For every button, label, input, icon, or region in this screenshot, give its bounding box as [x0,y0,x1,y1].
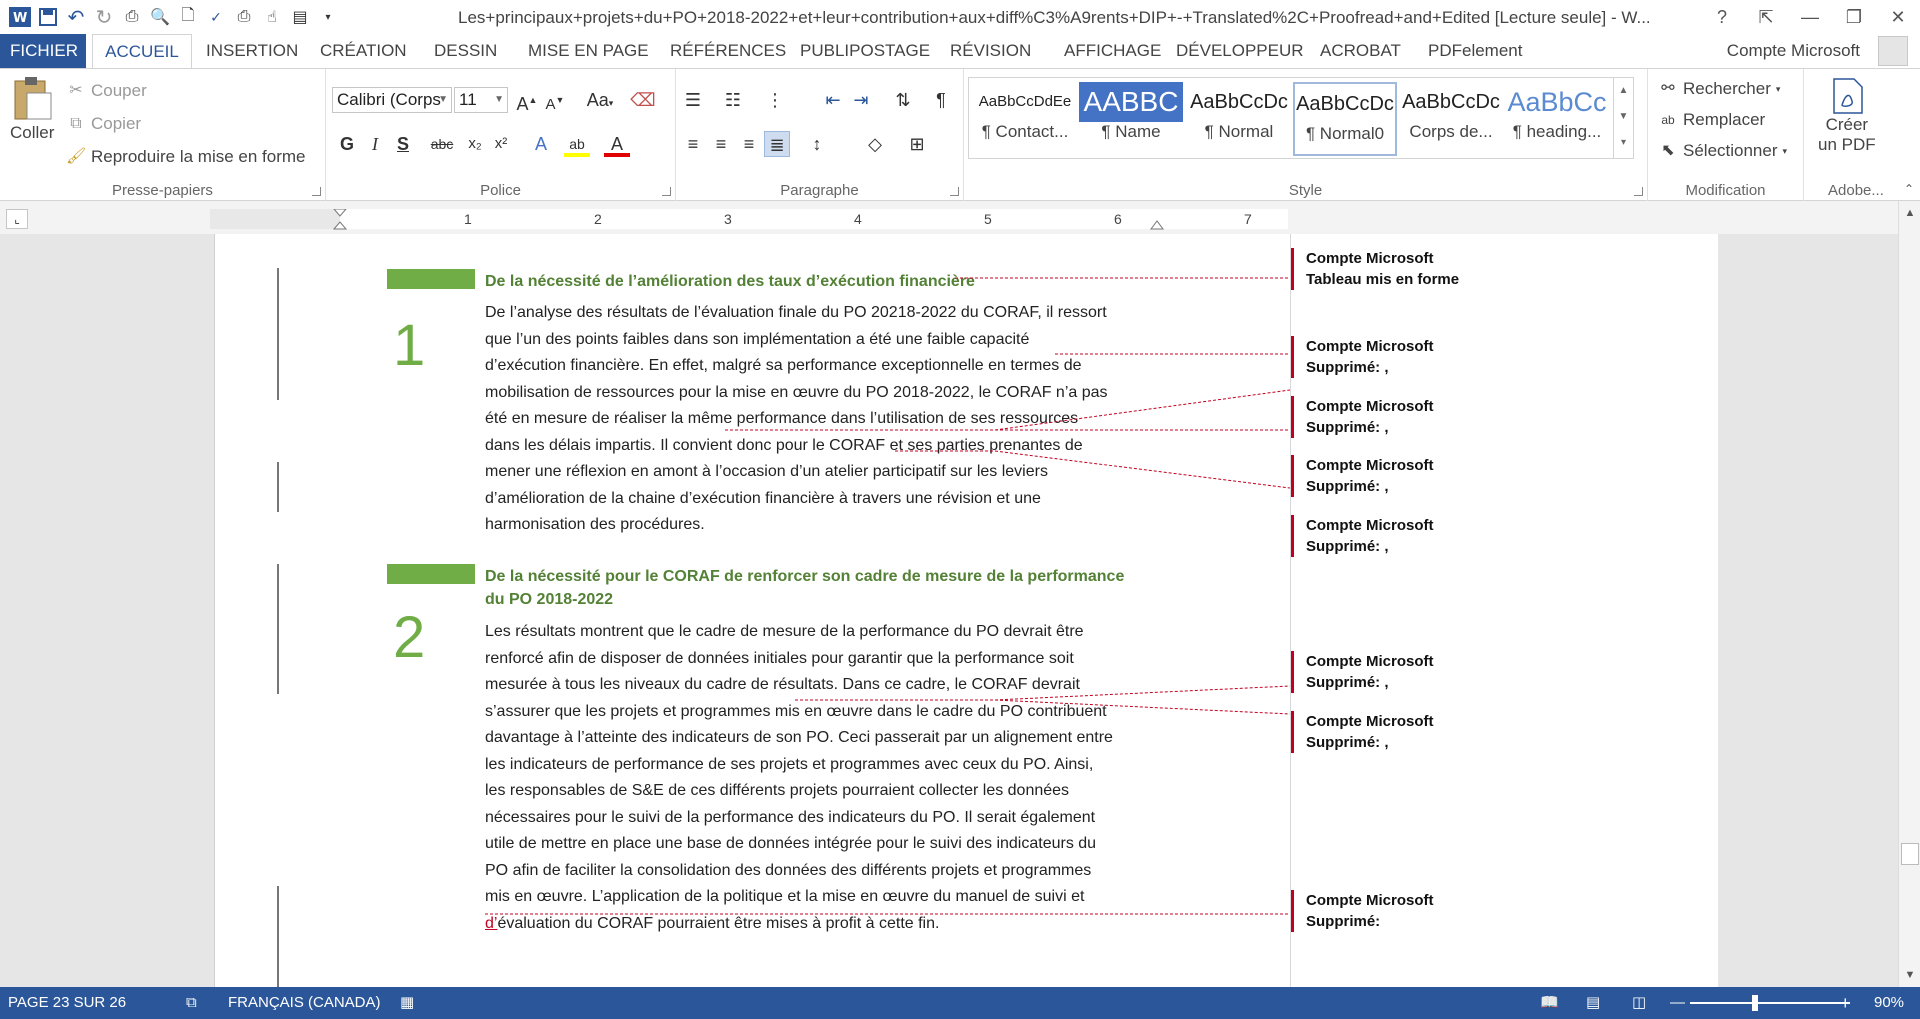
style-normal0[interactable] [1293,82,1397,156]
paste-label: Coller [10,123,55,142]
document-page[interactable] [214,234,1717,987]
vertical-scrollbar[interactable] [1898,201,1920,987]
text-line: Les résultats montrent que le cadre de mesure de la performance du PO devrait être [485,623,1084,640]
style-corps-de-texte[interactable] [1399,82,1503,156]
text-line: été en mesure de réaliser la même performance dans l’utilisation de ses ressources [485,410,1079,427]
tab-affichage[interactable]: AFFICHAGE [1064,41,1162,60]
increase-indent-icon[interactable]: ⇥ [853,90,869,110]
style-name: ¶ Name [1101,122,1161,141]
text-line: mobilisation de ressources pour la mise en œuvre du PO 2018-2022, le CORAF n’a pas [485,383,1108,401]
print-icon[interactable]: ⎙ [125,8,139,25]
revision-text: Supprimé: [1306,913,1381,930]
replace-button[interactable] [1658,110,1765,130]
read-mode-view-icon[interactable]: 📖 [1540,994,1559,1011]
tab-revision[interactable]: RÉVISION [950,41,1032,60]
font-name-value: Calibri (Corps [337,90,441,109]
style-preview: AaBbCcDc [1296,93,1394,115]
revision-author: Compte Microsoft [1306,398,1434,415]
italic-button[interactable]: I [372,134,378,154]
copy-label: Copier [91,114,142,133]
text-line: renforcé afin de disposer de données initiales pour garantir que la performance soit [485,649,1074,667]
section-heading-line: De la nécessité pour le CORAF de renforcer son cadre de mesure de la performance [485,568,1125,585]
tab-mise-en-page[interactable]: MISE EN PAGE [528,41,649,60]
numbering-icon[interactable]: ☷ [724,90,742,110]
copy-icon: ⧉ [70,115,82,132]
revision-author: Compte Microsoft [1306,713,1434,730]
print-preview-icon[interactable]: 🔍 [150,9,170,26]
show-formatting-marks-icon[interactable]: ¶ [936,90,946,110]
text-line: que l’un des points faibles dans son implémentation a été une faible capacité [485,330,1030,348]
ruler-number: 7 [1244,211,1252,227]
ruler-number: 2 [594,211,602,227]
text-line: dans les délais impartis. Il convient donc pour le CORAF et ses parties prenantes de [485,436,1083,454]
ribbon-tabs [0,34,1920,68]
avatar[interactable] [1878,36,1908,66]
styles-scroll [1613,78,1633,158]
scroll-down-icon[interactable]: ▼ [1904,969,1916,981]
tab-dessin[interactable]: DESSIN [434,41,498,60]
font-group-label: Police [480,182,521,199]
clipboard-group-label: Presse-papiers [112,182,213,199]
paintbrush-icon: 🖌 [66,148,87,165]
grow-font-icon[interactable]: A▲ [516,94,538,114]
decrease-indent-icon[interactable]: ⇤ [825,90,841,110]
tab-acrobat[interactable]: ACROBAT [1320,41,1401,60]
revision-author: Compte Microsoft [1306,653,1434,670]
find-label: Rechercher [1683,79,1771,98]
restore-button[interactable]: ❐ [1845,6,1863,27]
undo-icon[interactable]: ↶ [67,6,85,29]
revision-connectors [215,234,1295,987]
svg-text:W: W [13,11,28,26]
paste-icon [11,75,53,121]
justify-icon[interactable]: ≣ [764,131,790,157]
text-line: utile de mettre en place une base de données intégrée pour le suivi des indicateurs du [485,835,1097,852]
paragraph-group [676,69,964,202]
revision-connector [995,451,1290,488]
ruler-number: 5 [984,211,992,227]
scroll-up-icon[interactable]: ▲ [1904,207,1916,219]
text-line: s’assurer que les projets et programmes mis en œuvre dans le cadre du PO contribuent [485,702,1107,720]
revision-author: Compte Microsoft [1306,457,1434,474]
borders-icon[interactable]: ⊞ [909,134,925,154]
account-name[interactable]: Compte Microsoft [1726,41,1860,60]
zoom-level[interactable]: 90% [1874,994,1905,1011]
revision-connector [995,686,1290,700]
revision-balloon[interactable] [1291,890,1591,932]
touch-mode-icon[interactable]: ☝ [267,9,277,26]
tab-fichier[interactable]: FICHIER [0,34,86,68]
revision-author: Compte Microsoft [1306,338,1434,355]
format-painter-button[interactable] [66,147,305,167]
tab-pdfelement[interactable]: PDFelement [1428,41,1523,60]
text-line: les indicateurs de performance de ses projets et programmes avec ceux du PO. Ainsi, [485,755,1094,773]
language-indicator[interactable]: FRANÇAIS (CANADA) [228,994,381,1011]
styles-more-icon[interactable]: ▾ [1620,137,1627,148]
quick-access-toolbar [0,0,342,34]
find-button[interactable]: ⚯ Rechercher ▾ [1658,79,1780,99]
revision-connector [995,390,1290,430]
read-mode-icon[interactable]: ▤ [292,9,308,26]
horizontal-ruler[interactable] [210,209,1288,229]
tab-creation[interactable]: CRÉATION [320,41,407,60]
document-area [0,234,1898,987]
style-name: Corps de... [1409,122,1493,141]
tab-selector-icon[interactable]: ⌞ [6,209,28,229]
revision-text: Supprimé: , [1306,734,1389,751]
ruler-bar [0,201,1920,234]
revision-balloon[interactable] [1291,396,1591,438]
font-size-select[interactable] [454,87,508,113]
styles-gallery [968,77,1634,159]
align-right-icon[interactable]: ≡ [743,134,755,154]
align-center-icon[interactable]: ≡ [715,134,727,154]
text-line: mesurée à tous les niveaux du cadre de résultats. Dans ce cadre, le CORAF devrait [485,676,1080,693]
new-document-icon[interactable]: 🗋 [181,6,195,24]
tab-accueil[interactable]: ACCUEIL [92,34,192,69]
macro-recording-icon[interactable]: ▦ [400,994,415,1011]
style-name: ¶ Normal0 [1305,124,1385,143]
tab-references[interactable]: RÉFÉRENCES [670,41,787,60]
revision-text: Supprimé: , [1306,359,1389,376]
cut-button[interactable] [66,81,147,101]
text-line: mis en œuvre. L’application de la politique et la mise en œuvre du manuel de suivi et [485,888,1085,905]
revision-author: Compte Microsoft [1306,250,1434,267]
ribbon-display-options-icon[interactable]: ⇱ [1758,6,1774,27]
styles-group-label: Style [1288,182,1323,199]
window-title: Les+principaux+projets+du+PO+2018-2022+et+leur+contribution+aux+diff%C3%A9rents+DIP+-+Translated%2C+Proofread+and+Edited [Lecture seule] - W... [458,8,1651,27]
font-launcher-icon[interactable] [662,187,671,196]
ruler-number: 4 [854,211,862,227]
revision-balloon[interactable] [1291,455,1591,497]
style-name: ¶ Contact... [981,122,1069,141]
revision-text: Supprimé: , [1306,478,1389,495]
format-painter-label: Reproduire la mise en forme [91,147,306,166]
binoculars-icon: ⚯ [1661,80,1675,97]
ruler-left-margin [210,209,340,229]
text-line: les responsables de S&E de ces différents projets pourraient collecter les données [485,782,1070,799]
chevron-down-icon: ▼ [494,94,504,105]
word-app-icon[interactable] [6,3,34,31]
shrink-font-icon[interactable]: A▼ [545,95,565,113]
section-number: 2 [393,605,426,670]
style-name-heading[interactable] [1079,82,1183,156]
chevron-down-icon: ▼ [438,94,448,105]
paste-button[interactable] [10,75,54,143]
revision-author: Compte Microsoft [1306,517,1434,534]
style-preview: AABBC [1079,82,1183,122]
ruler-number: 3 [724,211,732,227]
style-preview: AaBbCcDc [1190,91,1288,113]
scroll-thumb[interactable] [1901,843,1919,865]
editing-group-label: Modification [1685,182,1766,199]
revision-text: Supprimé: , [1306,538,1389,555]
bullets-icon[interactable]: ☰ [684,90,702,110]
strikethrough-button[interactable]: abc [430,136,454,152]
font-name-select[interactable] [332,87,452,113]
tab-publipostage[interactable]: PUBLIPOSTAGE [800,41,931,60]
minimize-button[interactable]: — [1801,6,1819,27]
adobe-group [1804,69,1920,202]
revision-balloon[interactable] [1291,711,1591,753]
shading-icon[interactable]: ◇ [868,134,882,154]
save-icon[interactable] [34,3,62,31]
ribbon [0,68,1920,201]
styles-launcher-icon[interactable] [1634,187,1643,196]
font-group [326,69,676,202]
web-layout-view-icon[interactable]: ◫ [1632,994,1647,1011]
style-name: ¶ heading... [1512,122,1602,141]
clipboard-launcher-icon[interactable] [312,187,321,196]
copy-button[interactable] [66,114,141,134]
style-contact[interactable] [973,82,1077,156]
revision-inserted-text: d’ [485,914,498,932]
font-size-value: 11 [459,90,477,109]
revision-balloon[interactable] [1291,248,1591,290]
replace-icon: ab [1661,113,1675,127]
revision-balloon[interactable] [1291,336,1591,378]
text-line: davantage à l’atteinte des indicateurs de son PO. Ceci passerait par un alignement entre [485,729,1113,746]
page-indicator[interactable]: PAGE 23 SUR 26 [8,994,127,1011]
right-indent-marker-icon[interactable] [1150,219,1164,231]
style-preview: AaBbCcDc [1402,91,1500,113]
align-left-icon[interactable]: ≡ [687,134,699,154]
revision-connector [995,700,1290,714]
revision-text: Supprimé: , [1306,674,1389,691]
text-line: d’amélioration de la chaine d’exécution financière à travers une révision et une [485,489,1041,507]
paragraph-group-label: Paragraphe [780,182,859,199]
revision-text: Tableau mis en forme [1306,271,1460,288]
editing-group [1648,69,1804,202]
pdf-icon [1830,77,1864,115]
text-line: PO afin de faciliter la consolidation des données des différents projets et programmes [485,861,1092,879]
subscript-button[interactable]: x₂ [468,135,482,152]
create-pdf-label-2: un PDF [1818,135,1876,154]
bold-button[interactable]: G [339,134,354,154]
text-line-rest: évaluation du CORAF pourraient être mises à profit à cette fin. [497,914,940,932]
styles-up-icon[interactable]: ▲ [1618,85,1629,96]
replace-label: Remplacer [1683,110,1766,129]
select-label: Sélectionner [1683,141,1778,160]
ruler-number: 1 [464,211,472,227]
sort-icon[interactable]: ⇅ [895,90,911,110]
text-line: mener une réflexion en amont à l’occasion d’un atelier participatif sur les leviers [485,463,1048,480]
ruler-number: 6 [1114,211,1122,227]
multilevel-list-icon[interactable]: ⋮ [766,90,784,110]
create-pdf-button[interactable] [1818,77,1876,155]
adobe-group-label: Adobe... [1828,182,1884,199]
zoom-slider-thumb[interactable] [1752,995,1758,1011]
redo-icon[interactable]: ↻ [95,6,113,29]
cut-label: Couper [91,81,147,100]
tab-insertion[interactable]: INSERTION [206,41,299,60]
change-case-button[interactable]: Aa▾ [586,90,614,110]
style-preview: AaBbCc [1507,87,1607,117]
section-heading-line: du PO 2018-2022 [485,591,614,608]
highlight-icon[interactable]: ab [564,131,590,157]
section-heading: De la nécessité de l’amélioration des taux d’exécution financière [485,273,975,290]
clipboard-group [0,69,326,202]
revision-text: Supprimé: , [1306,419,1389,436]
cursor-icon: ⬉ [1661,142,1675,159]
text-line: De l’analyse des résultats de l’évaluation finale du PO 20218-2022 du CORAF, il ressort [485,304,1107,321]
style-preview: AaBbCcDdEe [978,93,1072,110]
window-controls [1700,0,1920,34]
section-number: 1 [393,313,426,378]
clear-formatting-icon[interactable]: ⌫ [630,90,656,110]
select-button[interactable]: ⬉ Sélectionner ▾ [1658,141,1787,161]
style-name: ¶ Normal [1204,122,1274,141]
word-count-icon[interactable]: ⧉ [186,994,197,1011]
create-pdf-label-1: Créer [1825,115,1869,134]
scissors-icon: ✂ [69,82,83,99]
revision-balloon[interactable] [1291,515,1591,557]
zoom-slider[interactable] [1690,1002,1850,1004]
text-line: d’exécution financière. En effet, malgré sa performance exceptionnelle en termes de [485,357,1082,374]
title-bar [0,0,1920,34]
zoom-out-icon[interactable]: — [1670,994,1685,1011]
styles-down-icon[interactable]: ▼ [1618,111,1629,122]
text-effects-icon[interactable]: A [534,134,547,154]
style-normal[interactable] [1187,82,1291,156]
status-bar [0,987,1920,1019]
customize-qat-icon[interactable]: ▾ [325,11,331,23]
help-button[interactable]: ? [1716,6,1727,27]
revision-author: Compte Microsoft [1306,892,1434,909]
collapse-ribbon-icon[interactable]: ⌃ [1903,182,1914,196]
text-line: nécessaires pour le suivi de la performance des indicateurs du PO. Il serait également [485,808,1096,826]
underline-button[interactable]: S [396,134,409,154]
print-layout-view-icon[interactable]: ▤ [1586,994,1601,1011]
line-spacing-icon[interactable]: ↕ [812,134,822,154]
paragraph-launcher-icon[interactable] [950,187,959,196]
style-heading[interactable] [1505,82,1609,156]
change-case-label: Aa [586,90,609,110]
revision-balloon[interactable] [1291,651,1591,693]
close-button[interactable]: ✕ [1890,6,1906,27]
font-color-icon[interactable]: A [604,131,630,157]
zoom-in-icon[interactable]: + [1840,993,1851,1013]
superscript-button[interactable]: x² [494,135,508,152]
spelling-icon[interactable]: ✓ [210,8,222,25]
tab-developpeur[interactable]: DÉVELOPPEUR [1176,41,1304,60]
print-options-icon[interactable]: ⎙ [237,8,251,25]
text-line: harmonisation des procédures. [485,516,705,533]
